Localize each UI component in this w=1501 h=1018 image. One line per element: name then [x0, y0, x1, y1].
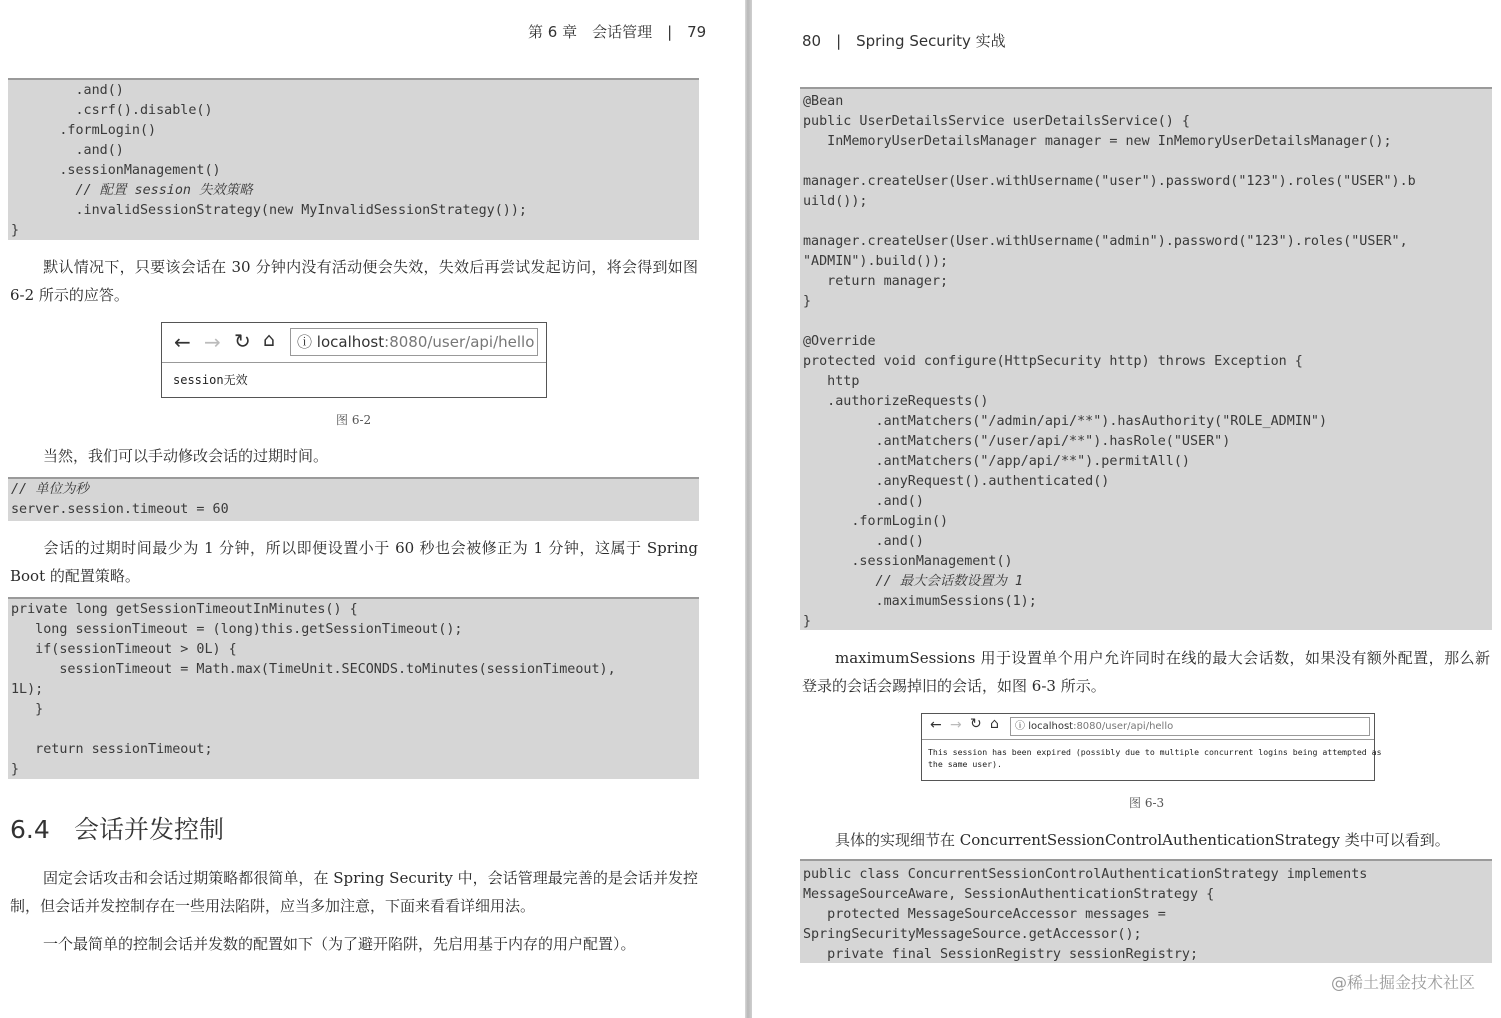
section-heading: 6.4 会话并发控制 — [10, 815, 225, 844]
code-line: .formLogin() — [11, 123, 157, 138]
code-line: if(sessionTimeout > 0L) { — [11, 642, 237, 657]
paragraph-min-timeout: 会话的过期时间最少为 1 分钟，所以即便设置小于 60 秒也会被修正为 1 分钟，这属于 Spring Boot 的配置策略。 — [10, 539, 698, 585]
code-block-timeout-config — [8, 477, 699, 521]
code-line: .maximumSessions(1); — [803, 594, 1037, 609]
forward-arrow-icon: → — [950, 717, 962, 733]
code-line: return sessionTimeout; — [11, 742, 213, 757]
code-line: .and() — [803, 494, 924, 509]
forward-arrow-icon: → — [204, 330, 221, 354]
code-line: return manager; — [803, 274, 949, 289]
address-bar: ⓘ localhost:8080/user/api/hello — [1010, 717, 1370, 736]
figure-6-2-browser — [161, 322, 547, 398]
browser-toolbar — [162, 323, 546, 363]
code-line: } — [803, 614, 812, 629]
left-page-header: 第 6 章 会话管理 | 79 — [528, 23, 707, 41]
right-page-header: 80 | Spring Security 实战 — [802, 32, 1006, 50]
code-line: private long getSessionTimeoutInMinutes() { — [11, 602, 358, 617]
back-arrow-icon: ← — [930, 717, 942, 733]
code-line: .and() — [803, 534, 924, 549]
paragraph-concurrency-intro: 固定会话攻击和会话过期策略都很简单，在 Spring Security 中，会话管理最完善的是会话并发控制，但会话并发控制存在一些用法陷阱，应当多加注意，下面来看看详细用法。 — [10, 869, 698, 915]
right-page — [752, 0, 1501, 1018]
code-line: } — [11, 223, 20, 238]
code-line: .antMatchers("/admin/api/**").hasAuthority("ROLE_ADMIN") — [803, 414, 1328, 429]
code-block-get-timeout — [8, 597, 699, 779]
code-line: MessageSourceAware, SessionAuthenticationStrategy { — [803, 887, 1215, 902]
code-line: manager.createUser(User.withUsername("admin").password("123").roles("USER", — [803, 234, 1408, 249]
code-line: } — [803, 294, 812, 309]
code-line: "ADMIN").build()); — [803, 254, 949, 269]
paragraph-manual-timeout: 当然，我们可以手动修改会话的过期时间。 — [43, 447, 329, 465]
code-line: } — [11, 762, 20, 777]
code-block-security-config — [800, 87, 1492, 630]
code-line: protected void configure(HttpSecurity http) throws Exception { — [803, 354, 1303, 369]
code-comment: // 配置 session 失效策略 — [11, 183, 253, 198]
code-line: 1L); — [11, 682, 44, 697]
code-line: .authorizeRequests() — [803, 394, 989, 409]
code-line: http — [803, 374, 860, 389]
code-line: .formLogin() — [803, 514, 949, 529]
code-line: .invalidSessionStrategy(new MyInvalidSessionStrategy()); — [11, 203, 527, 218]
paragraph-maximum-sessions: maximumSessions 用于设置单个用户允许同时在线的最大会话数，如果没有额外配置，那么新登录的会话会踢掉旧的会话，如图 6-3 所示。 — [802, 649, 1490, 695]
code-line: @Override — [803, 334, 876, 349]
reload-icon: ↻ — [970, 716, 982, 732]
code-line: .and() — [11, 83, 124, 98]
code-line: @Bean — [803, 94, 844, 109]
book-gutter — [745, 0, 752, 1018]
info-icon: ⓘ — [297, 333, 313, 351]
code-line: .sessionManagement() — [803, 554, 1013, 569]
code-line: InMemoryUserDetailsManager manager = new InMemoryUserDetailsManager(); — [803, 134, 1392, 149]
code-line: .anyRequest().authenticated() — [803, 474, 1110, 489]
figure-6-3-browser — [921, 713, 1382, 781]
code-line: .antMatchers("/user/api/**").hasRole("USER") — [803, 434, 1231, 449]
browser-page-content: session无效 — [173, 373, 248, 387]
code-line: .and() — [11, 143, 124, 158]
code-line: protected MessageSourceAccessor messages = — [803, 907, 1166, 922]
paragraph-default-timeout: 默认情况下，只要该会话在 30 分钟内没有活动便会失效，失效后再尝试发起访问，将会得到如图 6-2 所示的应答。 — [10, 258, 698, 304]
figure-caption: 图 6-2 — [336, 413, 372, 427]
code-line: SpringSecurityMessageSource.getAccessor(); — [803, 927, 1142, 942]
info-icon: ⓘ — [1015, 721, 1025, 732]
browser-toolbar — [922, 714, 1374, 740]
code-line: .csrf().disable() — [11, 103, 213, 118]
code-line: server.session.timeout = 60 — [11, 502, 229, 517]
paragraph-simple-config: 一个最简单的控制会话并发数的配置如下（为了避开陷阱，先启用基于内存的用户配置）。 — [43, 935, 636, 953]
left-page — [0, 0, 745, 1018]
code-block-invalid-session — [8, 78, 699, 240]
code-comment: // 最大会话数设置为 1 — [803, 574, 1023, 589]
code-line: long sessionTimeout = (long)this.getSessionTimeout(); — [11, 622, 463, 637]
figure-caption: 图 6-3 — [1129, 796, 1165, 810]
code-line: .antMatchers("/app/api/**").permitAll() — [803, 454, 1190, 469]
paragraph-strategy-class: 具体的实现细节在 ConcurrentSessionControlAuthenticationStrategy 类中可以看到。 — [835, 831, 1450, 849]
code-line: .sessionManagement() — [11, 163, 221, 178]
code-line: sessionTimeout = Math.max(TimeUnit.SECONDS.toMinutes(sessionTimeout), — [11, 662, 616, 677]
watermark: @稀土掘金技术社区 — [1330, 973, 1475, 992]
browser-page-content: This session has been expired (possibly due to multiple concurrent logins being attempted as the same user). — [928, 747, 1382, 769]
code-block-strategy-class — [800, 859, 1492, 963]
back-arrow-icon: ← — [174, 330, 191, 354]
code-line: uild()); — [803, 194, 868, 209]
home-icon: ⌂ — [263, 329, 276, 351]
code-comment: // 单位为秒 — [11, 482, 89, 497]
address-bar: ⓘ localhost:8080/user/api/hello — [290, 328, 538, 356]
code-line: } — [11, 702, 44, 717]
code-line: manager.createUser(User.withUsername("user").password("123").roles("USER").b — [803, 174, 1416, 189]
home-icon: ⌂ — [990, 716, 999, 732]
code-line: public UserDetailsService userDetailsService() { — [803, 114, 1190, 129]
reload-icon: ↻ — [234, 329, 251, 353]
code-line: public class ConcurrentSessionControlAuthenticationStrategy implements — [803, 867, 1368, 882]
code-line: private final SessionRegistry sessionRegistry; — [803, 947, 1199, 962]
